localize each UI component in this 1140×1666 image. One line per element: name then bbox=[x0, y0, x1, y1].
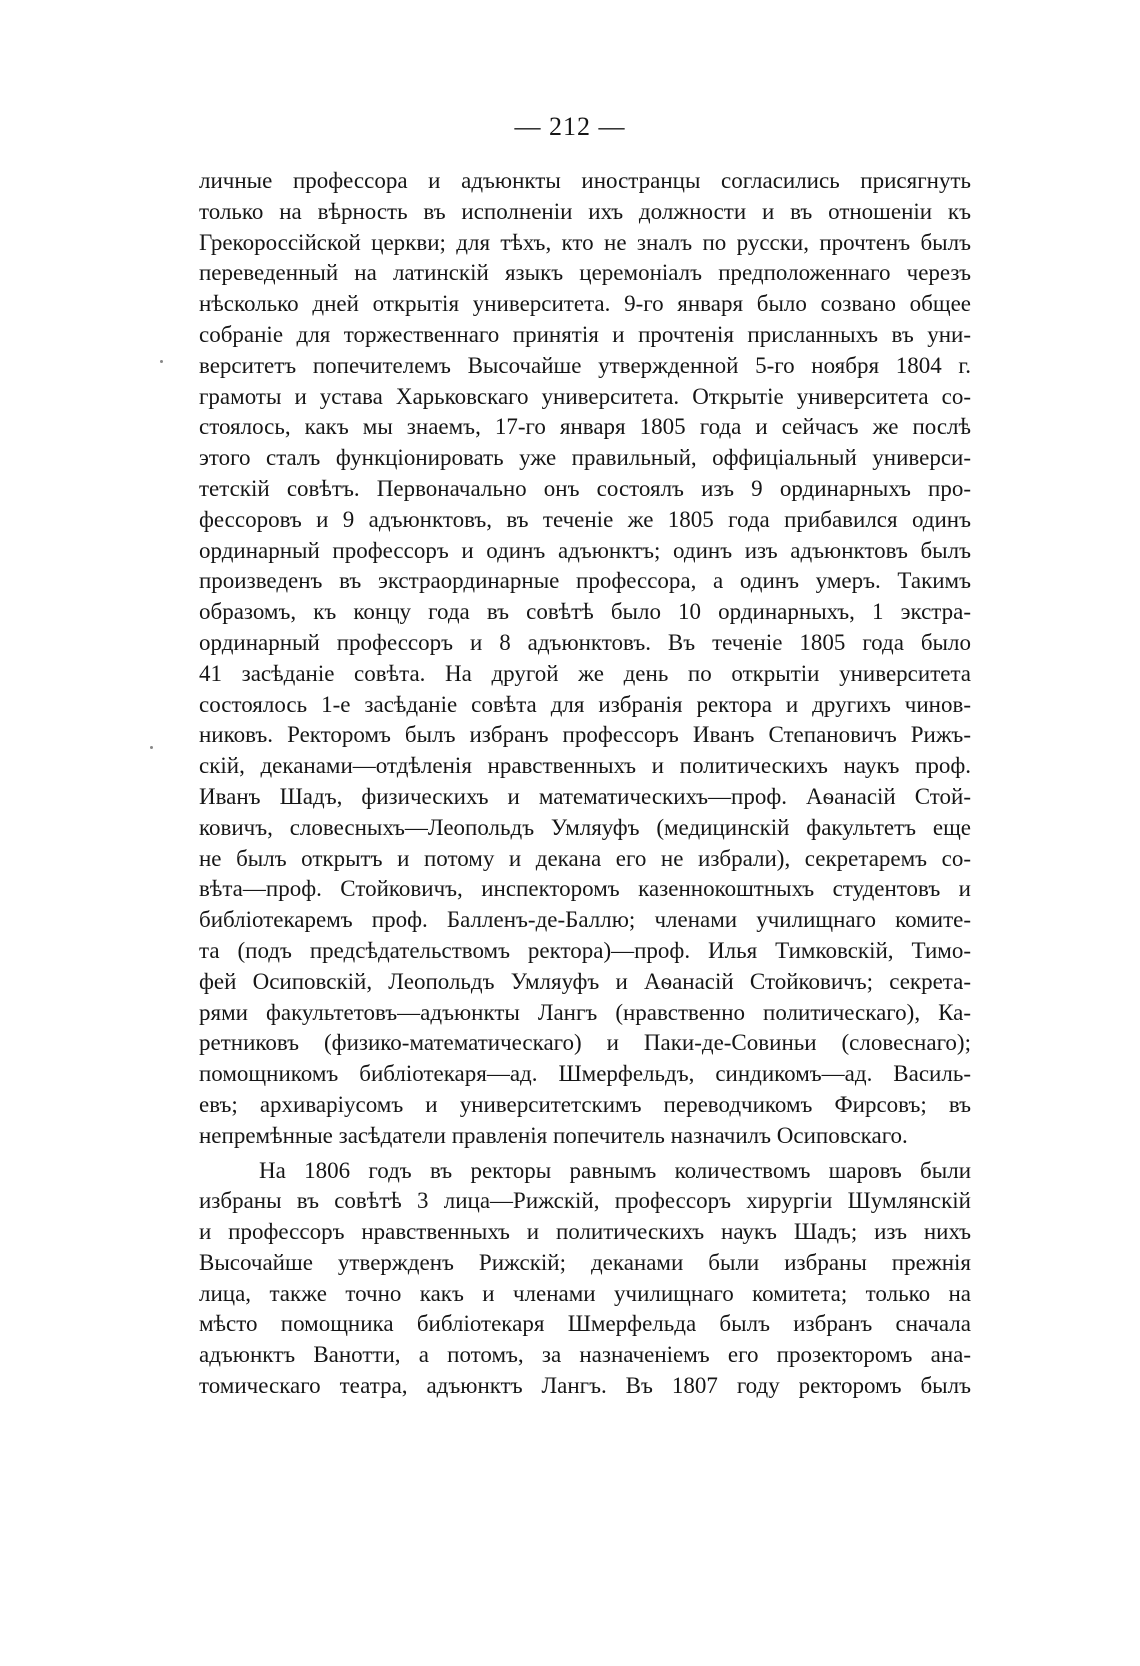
text-line: произведенъ въ экстраординарные профессора, а одинъ умеръ. Такимъ bbox=[199, 568, 971, 594]
text-line: этого сталъ функціонировать уже правильный, оффиціальный универси- bbox=[199, 445, 971, 471]
text-line: образомъ, къ концу года въ совѣтѣ было 10 ординарныхъ, 1 экстра- bbox=[199, 599, 971, 625]
text-line: не былъ открытъ и потому и декана его не избрали), секретаремъ со- bbox=[199, 845, 971, 871]
text-line: лица, также точно какъ и членами училищнаго комитета; только на bbox=[199, 1280, 971, 1306]
text-line: грамоты и устава Харьковскаго университета. Открытіе университета со- bbox=[199, 383, 971, 409]
text-line: только на вѣрность въ исполненіи ихъ должности и въ отношеніи къ bbox=[199, 198, 971, 224]
text-line: Грекороссійской церкви; для тѣхъ, кто не зналъ по русски, прочтенъ былъ bbox=[199, 229, 971, 255]
text-line: адъюнктъ Ванотти, а потомъ, за назначеніемъ его прозекторомъ ана- bbox=[199, 1342, 971, 1368]
text-line: стоялось, какъ мы знаемъ, 17-го января 1805 года и сейчасъ же послѣ bbox=[199, 414, 971, 440]
text-line: евъ; архиваріусомъ и университетскимъ переводчикомъ Фирсовъ; въ bbox=[199, 1091, 971, 1117]
text-line: ковичъ, словесныхъ—Леопольдъ Умляуфъ (медицинскій факультетъ еще bbox=[199, 814, 971, 840]
text-line: избраны въ совѣтѣ 3 лица—Рижскій, профессоръ хирургіи Шумлянскій bbox=[199, 1188, 971, 1214]
text-line: личные профессора и адъюнкты иностранцы согласились присягнуть bbox=[199, 168, 971, 193]
text-line: На 1806 годъ въ ректоры равнымъ количествомъ шаровъ были bbox=[259, 1157, 971, 1183]
text-line: Высочайше утвержденъ Рижскій; деканами были избраны прежнія bbox=[199, 1249, 971, 1275]
page-number: — 212 — bbox=[514, 112, 626, 141]
text-line: библіотекаремъ проф. Балленъ-де-Баллю; членами училищнаго комите- bbox=[199, 907, 971, 933]
text-line: и профессоръ нравственныхъ и политическихъ наукъ Шадъ; изъ нихъ bbox=[199, 1219, 971, 1245]
text-line: ординарный профессоръ и 8 адъюнктовъ. Въ теченіе 1805 года было bbox=[199, 629, 971, 655]
text-line: томическаго театра, адъюнктъ Лангъ. Въ 1807 году ректоромъ былъ bbox=[199, 1373, 971, 1399]
text-line: та (подъ предсѣдательствомъ ректора)—проф. Илья Тимковскій, Тимо- bbox=[199, 937, 971, 963]
text-line: верситетъ попечителемъ Высочайше утвержденной 5-го ноября 1804 г. bbox=[199, 352, 971, 378]
body-text bbox=[199, 166, 971, 1402]
text-line: 41 засѣданіе совѣта. На другой же день по открытіи университета bbox=[199, 660, 971, 686]
text-line: никовъ. Ректоромъ былъ избранъ профессоръ Иванъ Степановичъ Рижъ- bbox=[199, 722, 971, 748]
text-line: рями факультетовъ—адъюнкты Лангъ (нравственно политическаго), Ка- bbox=[199, 999, 971, 1025]
text-line: собраніе для торжественнаго принятія и прочтенія присланныхъ въ уни- bbox=[199, 321, 971, 347]
text-line: тетскій совѣтъ. Первоначально онъ состоялъ изъ 9 ординарныхъ про- bbox=[199, 475, 971, 501]
text-line: скій, деканами—отдѣленія нравственныхъ и политическихъ наукъ проф. bbox=[199, 753, 971, 779]
text-line: вѣта—проф. Стойковичъ, инспекторомъ казеннокоштныхъ студентовъ и bbox=[199, 876, 971, 902]
paragraph bbox=[199, 166, 971, 1152]
text-line: переведенный на латинскій языкъ церемоніалъ предположеннаго черезъ bbox=[199, 260, 971, 286]
text-line: фессоровъ и 9 адъюнктовъ, въ теченіе же 1805 года прибавился одинъ bbox=[199, 506, 971, 532]
text-line: ретниковъ (физико-математическаго) и Паки-де-Совиньи (словеснаго); bbox=[199, 1030, 971, 1056]
text-line: непремѣнные засѣдатели правленія попечитель назначилъ Осиповскаго. bbox=[199, 1122, 908, 1148]
margin-mark bbox=[160, 360, 163, 363]
text-line: состоялось 1-е засѣданіе совѣта для избранія ректора и другихъ чинов- bbox=[199, 691, 971, 717]
margin-mark bbox=[150, 746, 153, 749]
text-line: нѣсколько дней открытія университета. 9-го января было созвано общее bbox=[199, 291, 971, 317]
text-line: ординарный профессоръ и одинъ адъюнктъ; одинъ изъ адъюнктовъ былъ bbox=[199, 537, 971, 563]
text-line: фей Осиповскій, Леопольдъ Умляуфъ и Аѳанасій Стойковичъ; секрета- bbox=[199, 968, 971, 994]
text-line: мѣсто помощника библіотекаря Шмерфельда былъ избранъ сначала bbox=[199, 1311, 971, 1337]
paragraph bbox=[199, 1156, 971, 1402]
text-line: Иванъ Шадъ, физическихъ и математическихъ—проф. Аѳанасій Стой- bbox=[199, 783, 971, 809]
text-line: помощникомъ библіотекаря—ад. Шмерфельдъ, синдикомъ—ад. Василь- bbox=[199, 1061, 971, 1087]
